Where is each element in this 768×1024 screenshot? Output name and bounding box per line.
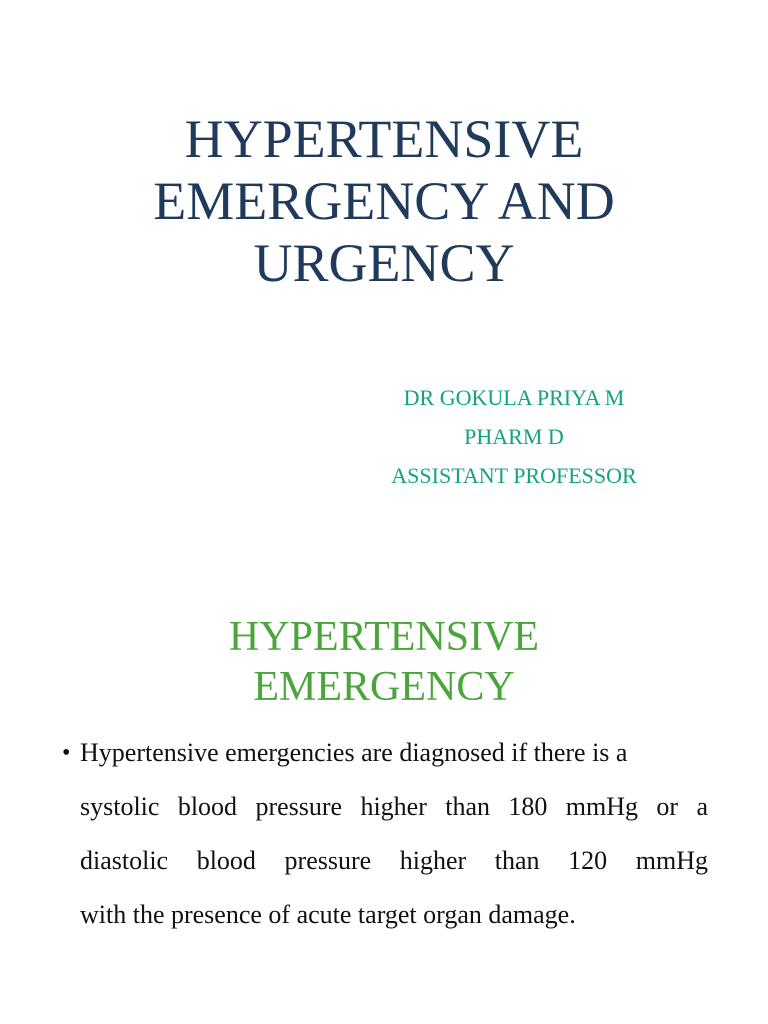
bullet-line-3: diastolic blood pressure higher than 120 mmHg <box>80 846 708 875</box>
slide-heading <box>60 612 708 712</box>
title-line-3: URGENCY <box>253 233 515 293</box>
bullet-icon: • <box>62 740 71 766</box>
heading-line-2: EMERGENCY <box>253 664 515 710</box>
presentation-title <box>60 108 708 294</box>
content-slide <box>0 576 768 1024</box>
author-position: ASSISTANT PROFESSOR <box>391 463 637 488</box>
title-line-1: HYPERTENSIVE <box>184 109 584 169</box>
bullet-list <box>62 726 708 942</box>
bullet-item <box>62 726 708 942</box>
author-name: DR GOKULA PRIYA M <box>403 385 625 410</box>
author-degree: PHARM D <box>464 424 564 449</box>
bullet-line-4: with the presence of acute target organ damage. <box>80 900 576 929</box>
bullet-line-2: systolic blood pressure higher than 180 mmHg or a <box>80 792 708 821</box>
author-info <box>340 378 688 495</box>
heading-line-1: HYPERTENSIVE <box>228 614 540 660</box>
bullet-line-1: Hypertensive emergencies are diagnosed if there is a <box>80 738 628 767</box>
title-line-2: EMERGENCY AND <box>153 171 615 231</box>
